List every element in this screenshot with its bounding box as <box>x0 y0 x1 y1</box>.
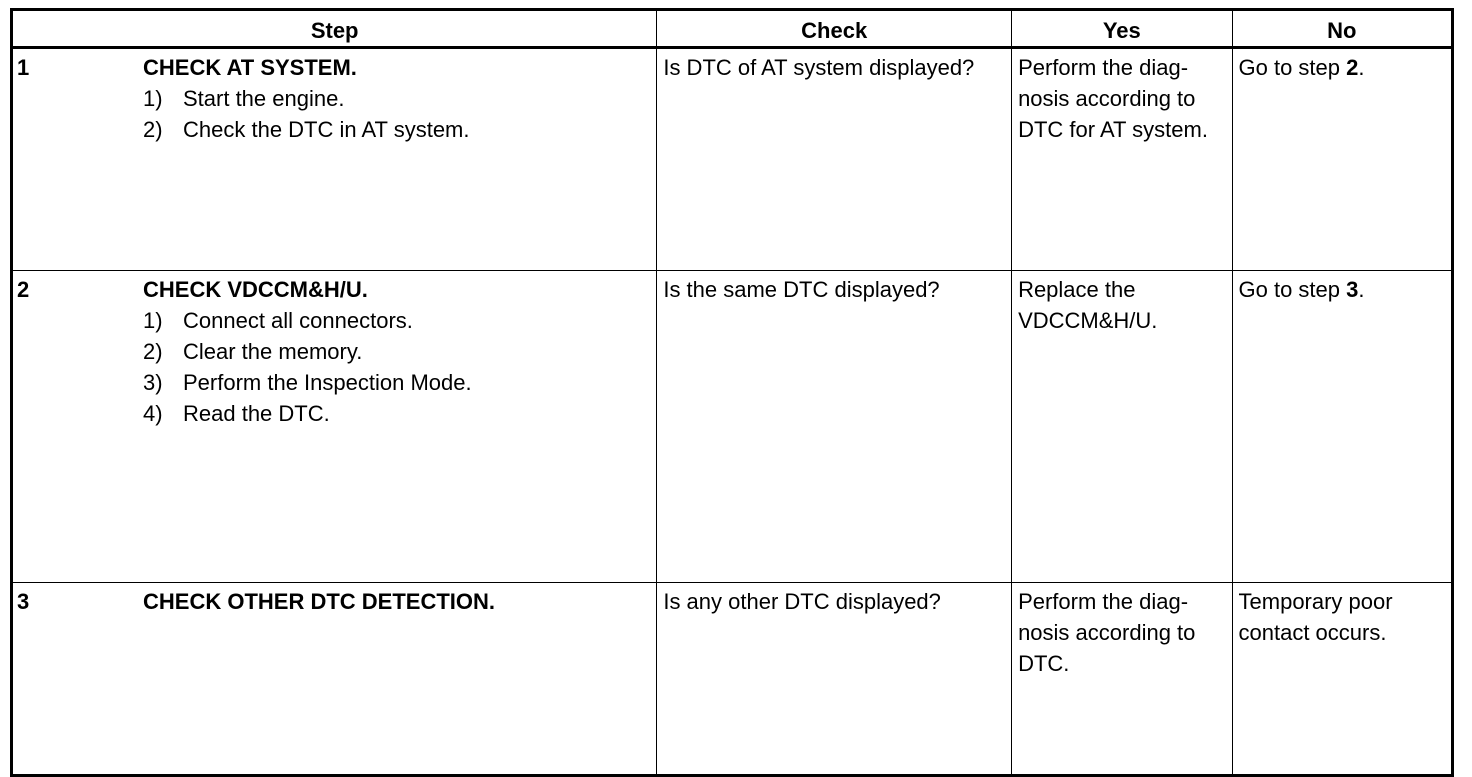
substep-item <box>143 336 650 367</box>
no-text-suffix: . <box>1358 55 1365 80</box>
step-title: CHECK OTHER DTC DETECTION. <box>143 589 495 614</box>
no-cell <box>1232 271 1452 583</box>
substep-number: 4) <box>143 401 163 426</box>
substep-text: Read the DTC. <box>183 401 330 426</box>
substep-text: Start the engine. <box>183 86 345 111</box>
header-yes: Yes <box>1012 10 1232 48</box>
substep-number: 3) <box>143 370 163 395</box>
substep-text: Clear the memory. <box>183 339 363 364</box>
no-text-prefix: Go to step <box>1238 55 1347 80</box>
substep-item <box>143 114 650 145</box>
substep-text: Check the DTC in AT system. <box>183 117 470 142</box>
substep-list <box>143 305 650 429</box>
substep-number: 2) <box>143 339 163 364</box>
step-cell <box>12 583 657 776</box>
no-cell: Temporary poor contact occurs. <box>1232 583 1452 776</box>
table-header <box>12 10 1453 48</box>
substep-item <box>143 305 650 336</box>
step-number: 1 <box>17 55 30 80</box>
header-no: No <box>1232 10 1452 48</box>
step-title: CHECK AT SYSTEM. <box>143 55 357 80</box>
table-row <box>12 271 1453 583</box>
yes-cell: Replace the VDCCM&H/U. <box>1012 271 1232 583</box>
table-body <box>12 48 1453 776</box>
diagnostic-table <box>10 8 1454 777</box>
no-text-prefix: Go to step <box>1238 277 1347 302</box>
substep-number: 1) <box>143 86 163 111</box>
header-check: Check <box>657 10 1012 48</box>
no-text-suffix: . <box>1358 277 1365 302</box>
yes-cell: Perform the diag-nosis according to DTC. <box>1012 583 1232 776</box>
substep-item <box>143 367 650 398</box>
step-cell <box>12 271 657 583</box>
no-step-ref: 2 <box>1346 55 1359 80</box>
header-step: Step <box>12 10 657 48</box>
substep-text: Perform the Inspection Mode. <box>183 370 472 395</box>
no-cell <box>1232 48 1452 271</box>
check-cell: Is any other DTC displayed? <box>657 583 1012 776</box>
header-row <box>12 10 1453 48</box>
substep-item <box>143 398 650 429</box>
table-row <box>12 583 1453 776</box>
substep-number: 2) <box>143 117 163 142</box>
substep-text: Connect all connectors. <box>183 308 413 333</box>
check-cell: Is the same DTC displayed? <box>657 271 1012 583</box>
step-number: 2 <box>17 277 30 302</box>
no-step-ref: 3 <box>1346 277 1359 302</box>
step-cell <box>12 48 657 271</box>
step-body <box>143 586 650 617</box>
substep-number: 1) <box>143 308 163 333</box>
step-number: 3 <box>17 589 30 614</box>
step-body <box>143 274 650 429</box>
step-title: CHECK VDCCM&H/U. <box>143 277 368 302</box>
substep-item <box>143 83 650 114</box>
table-row <box>12 48 1453 271</box>
substep-list <box>143 83 650 145</box>
check-cell: Is DTC of AT system displayed? <box>657 48 1012 271</box>
yes-cell: Perform the diag-nosis according to DTC for AT system. <box>1012 48 1232 271</box>
step-body <box>143 52 650 145</box>
